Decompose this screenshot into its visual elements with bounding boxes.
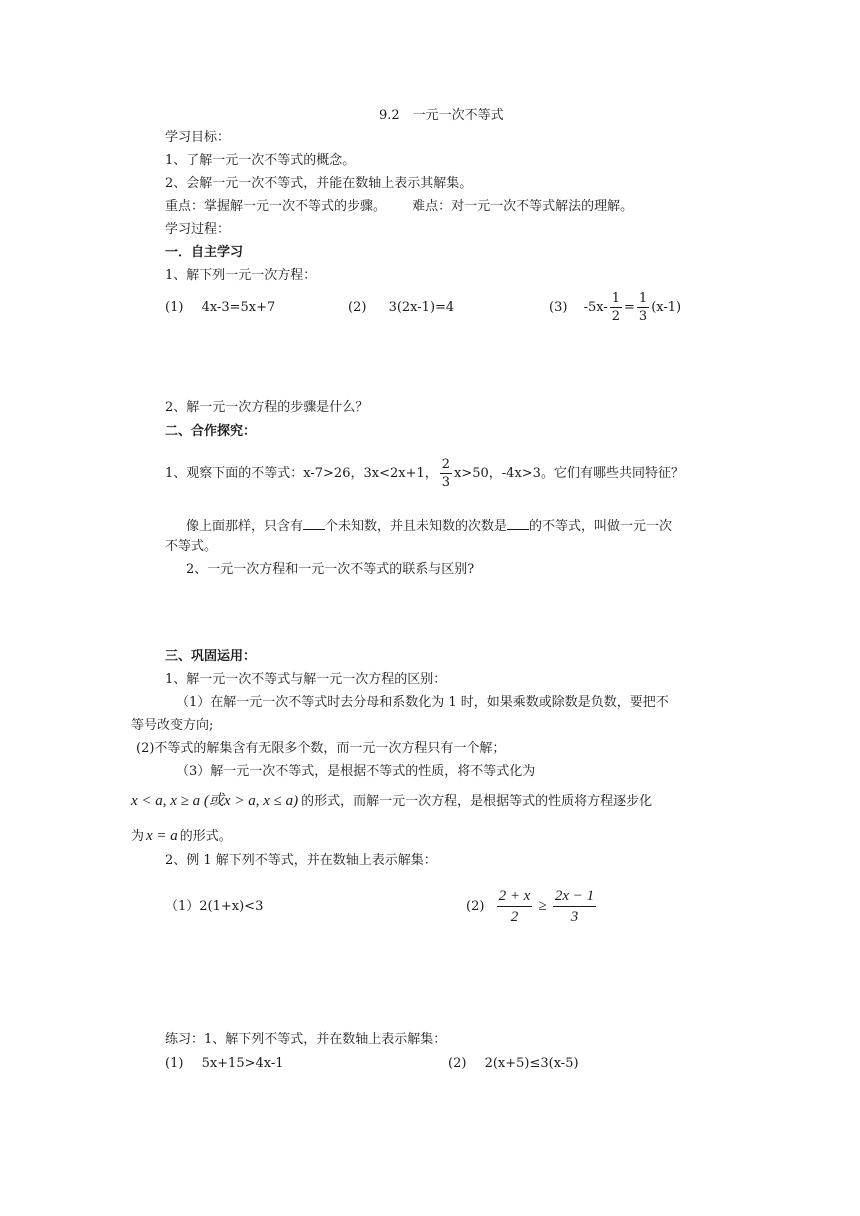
eq1-text: 4x-3=5x+7 <box>201 300 276 315</box>
section2-q1-suffix: x>50，-4x>3。它们有哪些共同特征？ <box>454 466 684 481</box>
practice-2-text: 2(x+5)≤3(x-5) <box>484 1056 579 1071</box>
ex2-f2-den: 3 <box>570 909 579 925</box>
ex2-f1-num: 2 + x <box>497 886 533 907</box>
practice-2-label: (2) <box>448 1056 467 1071</box>
point-2: (2)不等式的解集含有无限多个数，而一元一次方程只有一个解； <box>136 741 506 756</box>
section2-q1-fraction <box>440 456 452 491</box>
ex2-label: (2) <box>466 899 485 914</box>
eq3-equals: = <box>624 300 635 315</box>
section1-q1: 1、解下列一元一次方程： <box>165 268 317 283</box>
point-3-line-3 <box>131 827 232 846</box>
blank-2[interactable] <box>507 515 529 530</box>
section2-q1-frac-den: 3 <box>441 475 451 490</box>
ex2-fraction-2 <box>553 886 596 927</box>
practice-1 <box>165 1055 284 1073</box>
eq3-f2-den: 3 <box>638 309 648 324</box>
section2-heading: 二、合作探究： <box>165 424 257 439</box>
eq3-suffix: (x-1) <box>651 300 682 315</box>
section2-q1 <box>165 455 684 493</box>
definition-part-2: 个未知数，并且未知数的次数是 <box>325 519 508 534</box>
definition-line-2: 不等式。 <box>165 539 218 554</box>
ex2-f2-num: 2x − 1 <box>553 886 596 907</box>
example-2 <box>466 882 598 931</box>
eq2-text: 3(2x-1)=4 <box>388 300 455 315</box>
example-1: （1）2(1+x)<3 <box>165 899 264 914</box>
eq3-label: (3) <box>549 300 568 315</box>
practice-2 <box>448 1055 579 1073</box>
blank-1[interactable] <box>303 515 325 530</box>
objective-2: 2、会解一元一次不等式，并能在数轴上表示其解集。 <box>165 176 473 191</box>
equation-1 <box>165 299 275 317</box>
page-title: 9.2 一元一次不等式 <box>379 108 504 123</box>
key-point: 重点：掌握解一元一次不等式的步骤。 <box>165 199 387 214</box>
definition-line <box>186 515 672 536</box>
example-title: 2、例 1 解下列不等式，并在数轴上表示解集： <box>165 853 437 868</box>
equation-3 <box>549 289 681 327</box>
point-3-suffix: 的形式。 <box>179 829 232 844</box>
point-3-prefix: 为 <box>131 829 145 844</box>
key-points <box>165 198 633 216</box>
point-3-line-1: （3）解一元一次不等式，是根据不等式的性质，将不等式化为 <box>176 764 536 779</box>
objectives-heading: 学习目标： <box>165 130 231 145</box>
definition-part-1: 像上面那样，只含有 <box>186 519 304 534</box>
point-3-math-2: x = a <box>146 828 178 844</box>
eq3-fraction-2 <box>637 290 649 325</box>
eq3-f1-num: 1 <box>611 291 621 306</box>
point-3-line-2 <box>131 792 652 811</box>
section2-q2: 2、一元一次方程和一元一次不等式的联系与区别? <box>186 562 475 577</box>
ex2-relation: ≥ <box>538 898 547 914</box>
eq1-label: (1) <box>165 300 184 315</box>
section3-heading: 三、巩固运用： <box>165 649 257 664</box>
eq3-f2-num: 1 <box>638 291 648 306</box>
objective-1: 1、了解一元一次不等式的概念。 <box>165 153 356 168</box>
eq3-fraction-1 <box>610 290 622 325</box>
ex2-fraction-1 <box>497 886 533 927</box>
practice-heading: 练习：1、解下列不等式，并在数轴上表示解集： <box>165 1032 447 1047</box>
equation-2 <box>348 299 454 317</box>
point-3-text: 的形式，而解一元一次方程，是根据等式的性质将方程逐步化 <box>301 794 653 809</box>
process-heading: 学习过程： <box>165 222 231 237</box>
eq3-f1-den: 2 <box>611 309 621 324</box>
section3-q1: 1、解一元一次不等式与解一元一次方程的区别： <box>165 672 447 687</box>
practice-1-label: (1) <box>165 1056 184 1071</box>
eq3-prefix: -5x- <box>583 300 608 315</box>
difficult-point: 难点：对一元一次不等式解法的理解。 <box>412 199 634 214</box>
definition-part-3: 的不等式，叫做一元一次 <box>529 519 673 534</box>
eq2-label: (2) <box>348 300 367 315</box>
point-1-line-2: 等号改变方向; <box>131 718 214 733</box>
section2-q1-prefix: 1、观察下面的不等式：x-7>26，3x<2x+1， <box>165 466 438 481</box>
ex2-f1-den: 2 <box>510 909 519 925</box>
section2-q1-frac-num: 2 <box>441 457 451 472</box>
point-3-math: x < a, x ≥ a (或x > a, x ≤ a) <box>131 793 299 809</box>
point-1-line-1: （1）在解一元一次不等式时去分母和系数化为 1 时，如果乘数或除数是负数，要把不 <box>176 695 669 710</box>
practice-1-text: 5x+15>4x-1 <box>201 1056 284 1071</box>
section1-heading: 一．自主学习 <box>165 245 244 260</box>
section1-q2: 2、解一元一次方程的步骤是什么？ <box>165 400 369 415</box>
